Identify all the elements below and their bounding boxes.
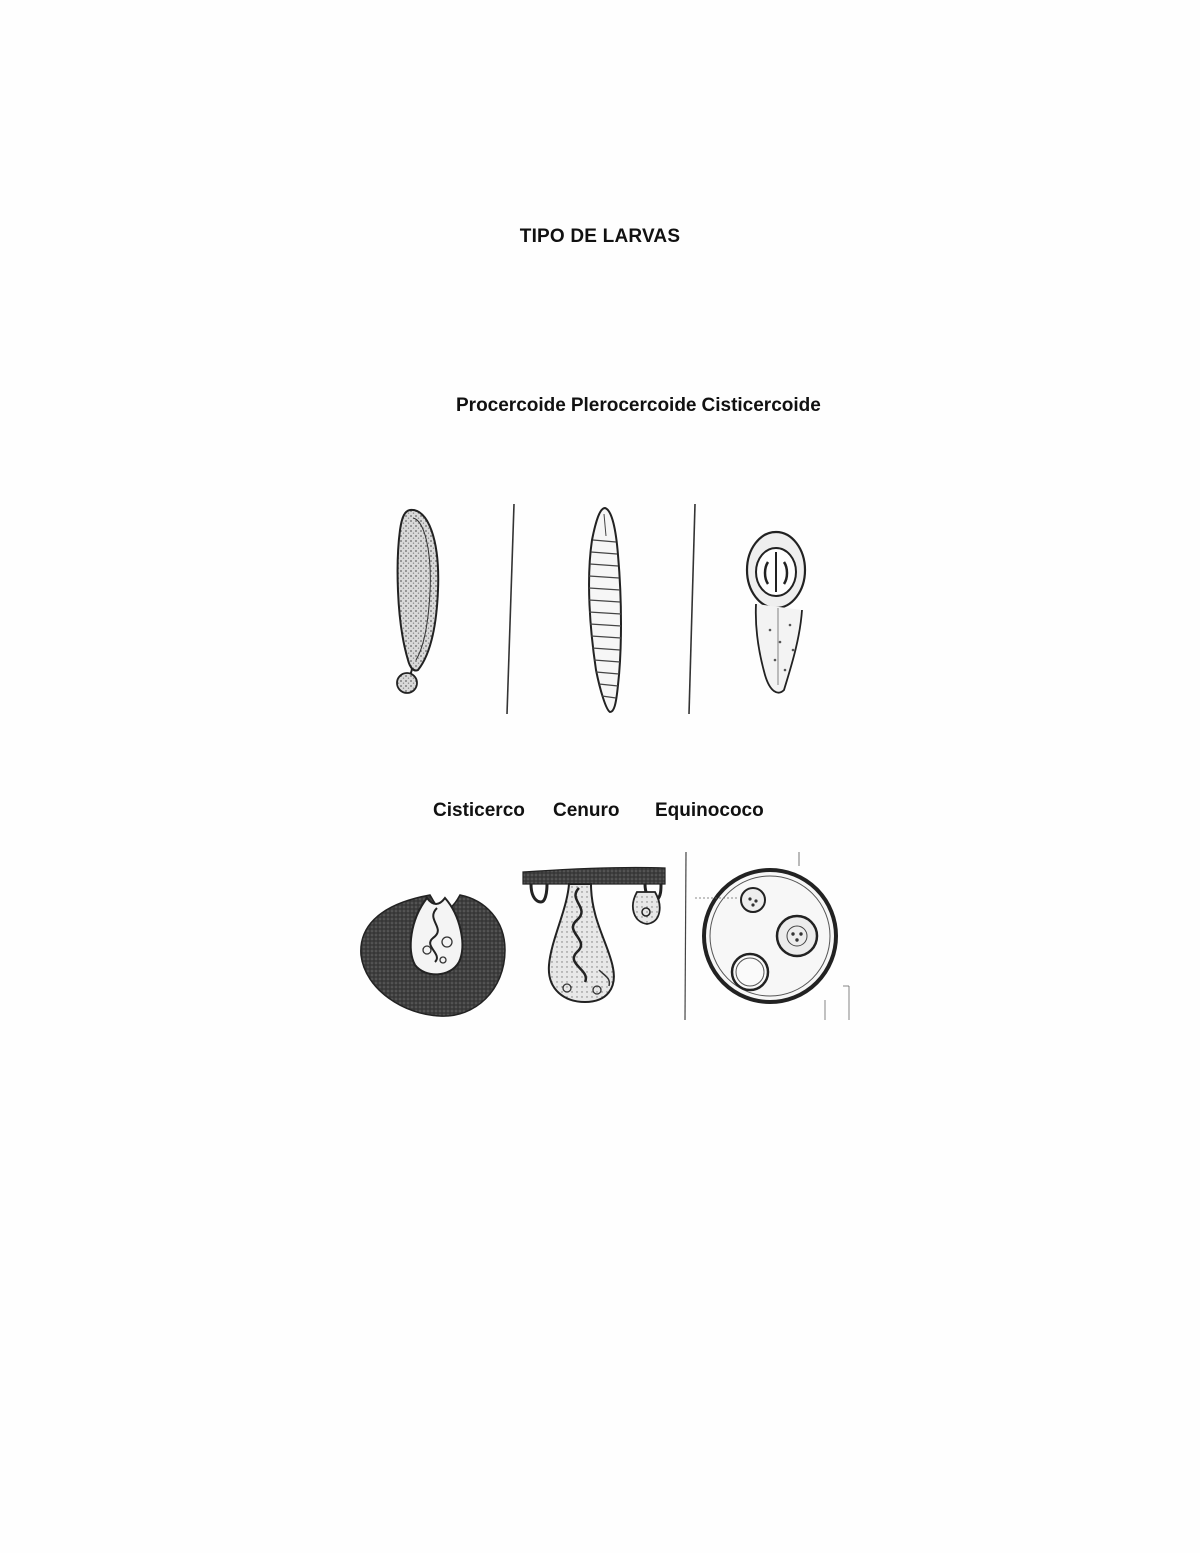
label-cenuro: Cenuro [553, 800, 620, 821]
row1-figures-svg [360, 500, 840, 718]
label-equinococo: Equinococo [655, 800, 764, 821]
label-cisticerco: Cisticerco [433, 800, 525, 821]
row2-figure-panel [355, 850, 855, 1022]
row2-figures-svg [355, 850, 855, 1022]
row1-figure-panel [360, 500, 840, 718]
plerocercoide-drawing [589, 508, 621, 712]
label-plerocercoide: Plerocercoide [570, 395, 697, 416]
equinococo-drawing [685, 852, 849, 1020]
cisticerco-drawing [361, 895, 505, 1016]
row1-labels [456, 395, 826, 417]
divider-line [689, 504, 695, 714]
row2-labels [433, 800, 764, 822]
label-procercoide: Procercoide [456, 395, 566, 416]
cisticercoide-drawing [747, 532, 805, 693]
divider-line [507, 504, 514, 714]
label-cisticercoide: Cisticercoide [701, 395, 821, 416]
procercoide-drawing [397, 510, 438, 693]
cenuro-drawing [523, 867, 665, 1002]
page-title: TIPO DE LARVAS [519, 226, 681, 247]
